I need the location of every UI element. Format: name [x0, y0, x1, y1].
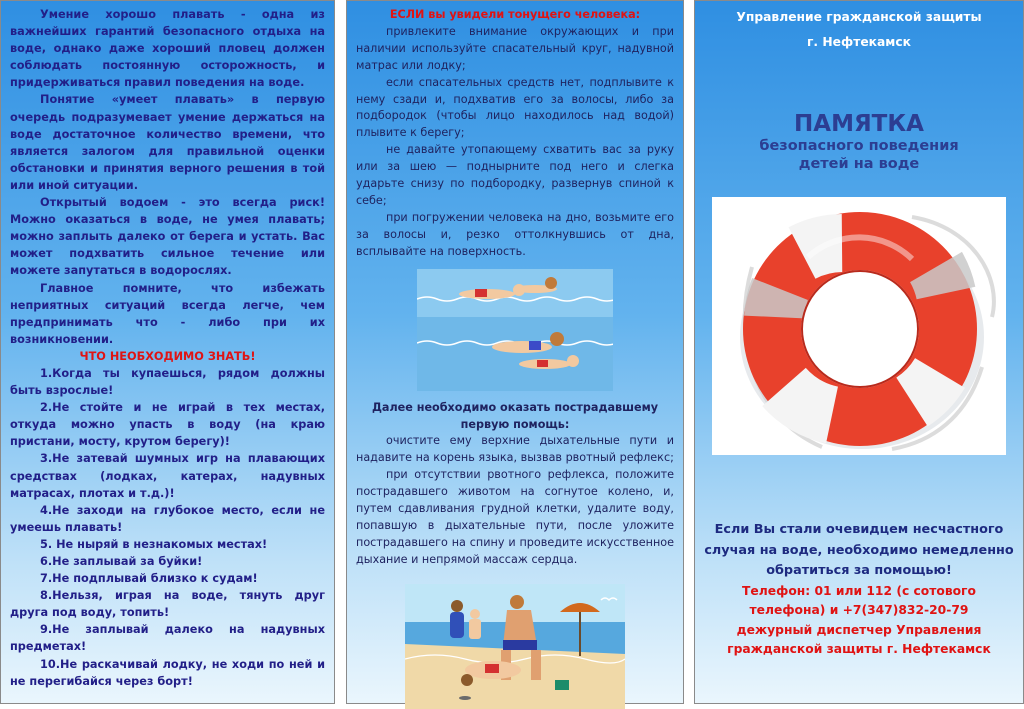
rescue-text — [356, 7, 674, 261]
rule-item: 5. Не ныряй в незнакомых местах! — [40, 537, 268, 551]
rescue-tip: если спасательных средств нет, подплывите к нему сзади и, подхватив его за волосы, либо за подбородок (чтобы лицо находилось над водой) плывите к берегу; — [356, 75, 674, 140]
emergency-warning: Если Вы стали очевидцем несчастного случая на воде, необходимо немедленно обратиться за помощью! — [704, 522, 1014, 578]
organization-city: г. Нефтекамск — [806, 35, 911, 49]
first-aid-step: очистите ему верхние дыхательные пути и надавите на корень языка, вызвав рвотный рефлекс; — [356, 434, 674, 465]
leaflet-title: ПАМЯТКА — [794, 111, 924, 137]
panel-cover — [694, 0, 1024, 704]
first-aid-heading: Далее необходимо оказать пострадавшему первую помощь: — [371, 400, 659, 431]
beach-first-aid-illustration — [405, 584, 625, 709]
rule-item: 10.Не раскачивай лодку, не ходи по ней и не перегибайся через борт! — [10, 657, 325, 688]
rules-heading: ЧТО НЕОБХОДИМО ЗНАТЬ! — [79, 349, 256, 363]
intro-paragraph: Главное помните, что избежать неприятных ситуаций всегда легче, чем предпринимать что - либо при их возникновении. — [10, 281, 325, 346]
lifebuoy-image — [712, 197, 1006, 455]
intro-paragraph: Открытый водоем - это всегда риск! Можно оказаться в воде, не умея плавать; можно заплыть далеко от берега и устать. Вас может подхватить сильное течение или можете запутаться в водорослях. — [10, 196, 325, 278]
rule-item: 7.Не подплывай близко к судам! — [40, 572, 258, 586]
first-aid-step: при отсутствии рвотного рефлекса, положите пострадавшего животом на согнутое колено, и, путем сдавливания грудной клетки, удалите воду, попавшую в дыхательные пути, после уложите пострадавшего на спину и проведите искусственное дыхание и непрямой массаж сердца. — [356, 468, 674, 566]
intro-paragraph: Умение хорошо плавать - одна из важнейших гарантий безопасного отдыха на воде, однако даже хороший пловец должен соблюдать постоянную осторожность, и придерживаться правил поведения на воде. — [10, 8, 325, 90]
panel-rules — [0, 0, 335, 704]
first-aid-text — [356, 400, 674, 569]
rescue-tip: не давайте утопающему схватить вас за руку или за шею — поднырните под него и слегка ударьте снизу по подбородку, развернув спиной к себе; — [356, 143, 674, 207]
rescue-swimmers-illustration — [417, 269, 613, 391]
leaflet-subtitle: детей на воде — [798, 156, 920, 172]
rescue-tip: привлеките внимание окружающих и при наличии используйте спасательный круг, надувной матрас или лодку; — [356, 24, 674, 72]
rescue-tip: при погружении человека на дно, возьмите его за волосы и, резко оттолкнувшись от дна, всплывайте на поверхность. — [356, 210, 674, 258]
rule-item: 9.Не заплывай далеко на надувных предметах! — [10, 623, 325, 654]
emergency-phone: Телефон: 01 или 112 (с сотового телефона) и +7(347)832-20-79 — [742, 583, 976, 617]
rule-item: 2.Не стойте и не играй в тех местах, откуда можно упасть в воду (на краю пристани, мосту, крутом берегу)! — [10, 401, 325, 449]
panel-rescue — [346, 0, 684, 704]
rule-item: 4.Не заходи на глубокое место, если не умеешь плавать! — [10, 503, 325, 534]
rule-item: 3.Не затевай шумных игр на плавающих средствах (лодках, катерах, надувных матрасах, плотах и т.д.)! — [10, 452, 325, 500]
intro-paragraph: Понятие «умеет плавать» в первую очередь подразумевает умение держаться на воде достаточное количество времени, что является залогом для правильной оценки обстановки и принятия верного решения в той или иной ситуации. — [10, 93, 325, 192]
rescue-heading: ЕСЛИ вы увидели тонущего человека: — [389, 8, 641, 21]
rule-item: 8.Нельзя, играя на воде, тянуть друг друга под воду, топить! — [10, 589, 325, 620]
rule-item: 1.Когда ты купаешься, рядом должны быть взрослые! — [10, 366, 325, 398]
leaflet-subtitle: безопасного поведения — [759, 138, 959, 154]
rule-item: 6.Не заплывай за буйки! — [40, 555, 203, 568]
rules-text — [10, 6, 325, 690]
organization-name: Управление гражданской защиты — [736, 10, 982, 24]
dispatcher-info: дежурный диспетчер Управления гражданской защиты г. Нефтекамск — [727, 622, 991, 656]
